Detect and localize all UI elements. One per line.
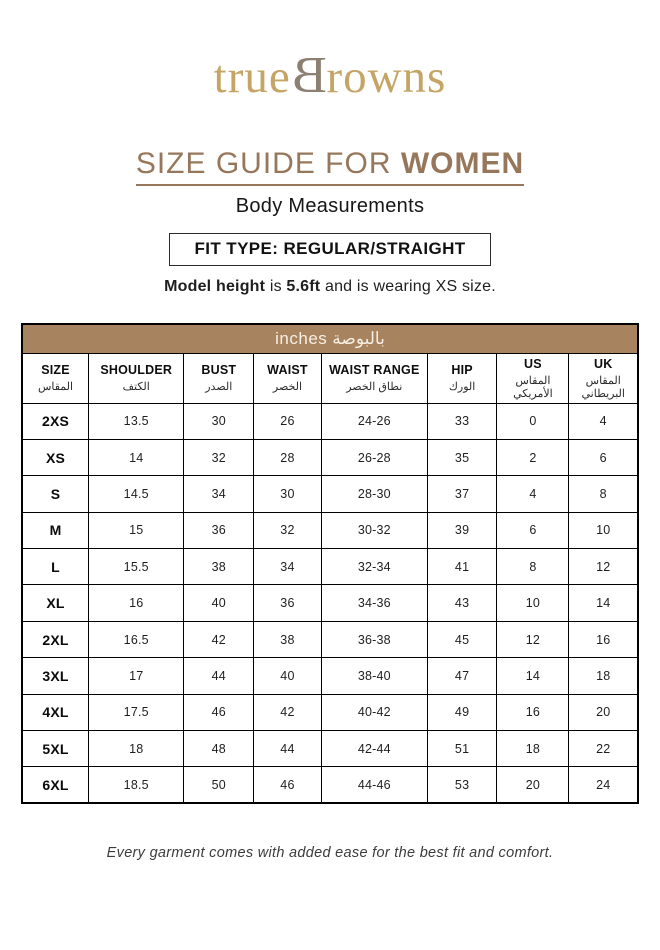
column-label-en: US bbox=[524, 356, 542, 371]
size-cell: 2XS bbox=[22, 403, 89, 439]
unit-band-row bbox=[22, 324, 638, 353]
measurement-cell: 6 bbox=[569, 439, 638, 475]
size-cell: 4XL bbox=[22, 694, 89, 730]
measurement-cell: 43 bbox=[427, 585, 497, 621]
measurement-cell: 37 bbox=[427, 476, 497, 512]
measurement-cell: 44 bbox=[184, 658, 254, 694]
size-cell: 5XL bbox=[22, 731, 89, 767]
measurement-cell: 20 bbox=[569, 694, 638, 730]
measurement-cell: 0 bbox=[497, 403, 569, 439]
column-label-ar: الصدر bbox=[205, 381, 233, 393]
measurement-cell: 18.5 bbox=[89, 767, 184, 803]
size-cell: 3XL bbox=[22, 658, 89, 694]
model-note-rest: and is wearing XS size. bbox=[320, 278, 496, 295]
measurement-cell: 16.5 bbox=[89, 621, 184, 657]
measurement-cell: 53 bbox=[427, 767, 497, 803]
model-note-mid: is bbox=[265, 278, 287, 295]
measurement-cell: 51 bbox=[427, 731, 497, 767]
size-cell: XS bbox=[22, 439, 89, 475]
column-header-uk bbox=[569, 353, 638, 403]
measurement-cell: 4 bbox=[569, 403, 638, 439]
measurement-cell: 32 bbox=[254, 512, 322, 548]
size-cell: L bbox=[22, 549, 89, 585]
measurement-cell: 41 bbox=[427, 549, 497, 585]
column-label-ar: المقاس الأمريكي bbox=[513, 374, 553, 400]
table-row bbox=[22, 767, 638, 803]
measurement-cell: 18 bbox=[89, 731, 184, 767]
measurement-cell: 4 bbox=[497, 476, 569, 512]
model-note-bold-2: 5.6ft bbox=[286, 278, 321, 295]
measurement-cell: 18 bbox=[497, 731, 569, 767]
column-label-en: WAIST bbox=[267, 363, 308, 377]
table-row bbox=[22, 621, 638, 657]
column-label-ar: الكتف bbox=[122, 381, 150, 393]
measurement-cell: 36-38 bbox=[321, 621, 427, 657]
size-cell: S bbox=[22, 476, 89, 512]
measurement-cell: 12 bbox=[497, 621, 569, 657]
measurement-cell: 42-44 bbox=[321, 731, 427, 767]
table-row bbox=[22, 439, 638, 475]
measurement-cell: 10 bbox=[497, 585, 569, 621]
size-cell: XL bbox=[22, 585, 89, 621]
column-header-shoulder bbox=[89, 353, 184, 403]
page-subtitle: Body Measurements bbox=[235, 195, 425, 217]
measurement-cell: 46 bbox=[184, 694, 254, 730]
measurement-cell: 30 bbox=[254, 476, 322, 512]
measurement-cell: 24 bbox=[569, 767, 638, 803]
measurement-cell: 34 bbox=[254, 549, 322, 585]
measurement-cell: 20 bbox=[497, 767, 569, 803]
fit-type-row bbox=[0, 218, 660, 266]
column-label-ar: المقاس البريطاني bbox=[581, 374, 625, 400]
size-cell: 6XL bbox=[22, 767, 89, 803]
measurement-cell: 26 bbox=[254, 403, 322, 439]
column-header-size bbox=[22, 353, 89, 403]
model-note-bold-1: Model height bbox=[164, 278, 266, 295]
measurement-cell: 30 bbox=[184, 403, 254, 439]
measurement-cell: 36 bbox=[184, 512, 254, 548]
measurement-cell: 24-26 bbox=[321, 403, 427, 439]
measurement-cell: 14 bbox=[497, 658, 569, 694]
column-label-en: SHOULDER bbox=[100, 363, 173, 377]
column-header-row bbox=[22, 353, 638, 403]
measurement-cell: 32 bbox=[184, 439, 254, 475]
column-label-ar: الورك bbox=[448, 381, 476, 393]
measurement-cell: 17 bbox=[89, 658, 184, 694]
measurement-cell: 8 bbox=[569, 476, 638, 512]
measurement-cell: 38 bbox=[254, 621, 322, 657]
measurement-cell: 42 bbox=[254, 694, 322, 730]
brand-logo bbox=[0, 47, 660, 104]
measurement-cell: 45 bbox=[427, 621, 497, 657]
column-label-en: SIZE bbox=[41, 363, 70, 377]
size-guide-page bbox=[0, 47, 660, 950]
measurement-cell: 34-36 bbox=[321, 585, 427, 621]
measurement-cell: 6 bbox=[497, 512, 569, 548]
size-table bbox=[21, 323, 639, 804]
measurement-cell: 40-42 bbox=[321, 694, 427, 730]
measurement-cell: 32-34 bbox=[321, 549, 427, 585]
table-row bbox=[22, 549, 638, 585]
measurement-cell: 30-32 bbox=[321, 512, 427, 548]
measurement-cell: 35 bbox=[427, 439, 497, 475]
table-row bbox=[22, 694, 638, 730]
logo-mirrored-b: B bbox=[290, 47, 327, 104]
measurement-cell: 47 bbox=[427, 658, 497, 694]
measurement-cell: 13.5 bbox=[89, 403, 184, 439]
table-row bbox=[22, 403, 638, 439]
measurement-cell: 36 bbox=[254, 585, 322, 621]
measurement-cell: 14 bbox=[89, 439, 184, 475]
table-row bbox=[22, 585, 638, 621]
model-height-note bbox=[0, 278, 660, 296]
title-row bbox=[0, 103, 660, 186]
measurement-cell: 42 bbox=[184, 621, 254, 657]
measurement-cell: 17.5 bbox=[89, 694, 184, 730]
measurement-cell: 16 bbox=[497, 694, 569, 730]
page-title bbox=[136, 147, 524, 186]
measurement-cell: 26-28 bbox=[321, 439, 427, 475]
table-row bbox=[22, 658, 638, 694]
measurement-cell: 28 bbox=[254, 439, 322, 475]
measurement-cell: 38-40 bbox=[321, 658, 427, 694]
measurement-cell: 2 bbox=[497, 439, 569, 475]
column-label-ar: الخصر bbox=[272, 381, 303, 393]
measurement-cell: 18 bbox=[569, 658, 638, 694]
fit-type-box: FIT TYPE: REGULAR/STRAIGHT bbox=[169, 233, 490, 266]
column-label-en: HIP bbox=[451, 363, 473, 377]
column-header-us bbox=[497, 353, 569, 403]
page-title-regular: SIZE GUIDE FOR bbox=[135, 147, 401, 180]
measurement-cell: 14 bbox=[569, 585, 638, 621]
measurement-cell: 40 bbox=[254, 658, 322, 694]
measurement-cell: 33 bbox=[427, 403, 497, 439]
measurement-cell: 40 bbox=[184, 585, 254, 621]
measurement-cell: 50 bbox=[184, 767, 254, 803]
measurement-cell: 16 bbox=[89, 585, 184, 621]
column-label-en: BUST bbox=[201, 363, 237, 377]
measurement-cell: 8 bbox=[497, 549, 569, 585]
unit-label-en: inches bbox=[275, 328, 328, 348]
measurement-cell: 15 bbox=[89, 512, 184, 548]
measurement-cell: 44-46 bbox=[321, 767, 427, 803]
size-cell: M bbox=[22, 512, 89, 548]
column-header-bust bbox=[184, 353, 254, 403]
measurement-cell: 10 bbox=[569, 512, 638, 548]
measurement-cell: 34 bbox=[184, 476, 254, 512]
column-header-hip bbox=[427, 353, 497, 403]
measurement-cell: 39 bbox=[427, 512, 497, 548]
measurement-cell: 49 bbox=[427, 694, 497, 730]
measurement-cell: 38 bbox=[184, 549, 254, 585]
column-label-en: WAIST RANGE bbox=[329, 363, 420, 377]
page-title-bold: WOMEN bbox=[400, 147, 525, 180]
column-label-ar: المقاس bbox=[37, 381, 74, 393]
measurement-cell: 16 bbox=[569, 621, 638, 657]
table-row bbox=[22, 476, 638, 512]
measurement-cell: 46 bbox=[254, 767, 322, 803]
measurement-cell: 48 bbox=[184, 731, 254, 767]
column-header-waist-range bbox=[321, 353, 427, 403]
size-cell: 2XL bbox=[22, 621, 89, 657]
measurement-cell: 22 bbox=[569, 731, 638, 767]
column-label-en: UK bbox=[593, 356, 613, 371]
table-row bbox=[22, 731, 638, 767]
logo-text-prefix: true bbox=[213, 51, 291, 103]
measurement-cell: 15.5 bbox=[89, 549, 184, 585]
footer-note: Every garment comes with added ease for the best fit and comfort. bbox=[106, 845, 554, 862]
measurement-cell: 28-30 bbox=[321, 476, 427, 512]
measurement-cell: 12 bbox=[569, 549, 638, 585]
column-label-ar: نطاق الخصر bbox=[346, 381, 403, 393]
table-row bbox=[22, 512, 638, 548]
unit-label-ar: بالبوصة bbox=[332, 328, 385, 348]
measurement-cell: 44 bbox=[254, 731, 322, 767]
logo-text-suffix: rowns bbox=[326, 51, 447, 103]
column-header-waist bbox=[254, 353, 322, 403]
measurement-cell: 14.5 bbox=[89, 476, 184, 512]
unit-band bbox=[22, 324, 638, 353]
